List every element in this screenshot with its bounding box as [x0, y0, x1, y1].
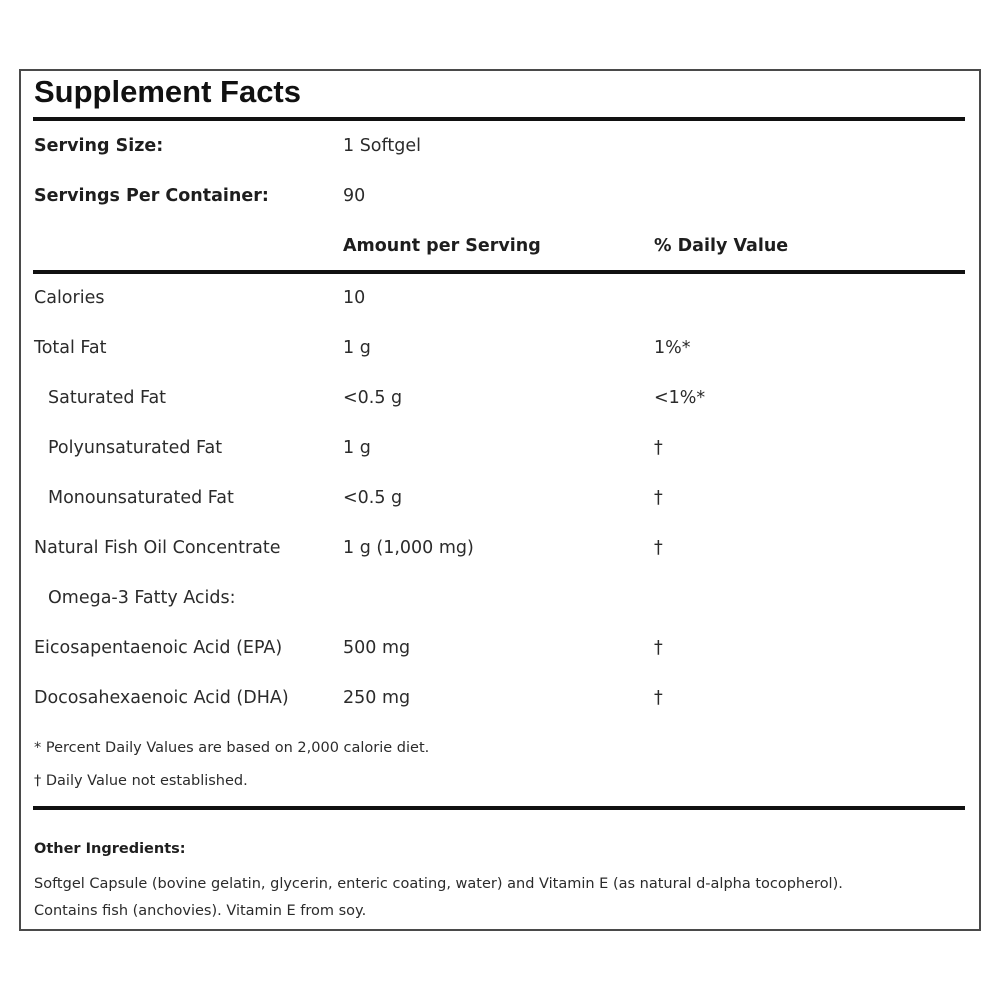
row-name: Monounsaturated Fat: [48, 488, 234, 508]
row-daily-value: <1%*: [654, 388, 706, 408]
row-daily-value: 1%*: [654, 338, 691, 358]
other-ingredients-line-1: Softgel Capsule (bovine gelatin, glycerin, enteric coating, water) and Vitamin E (as natural d-alpha tocopherol).: [34, 876, 843, 892]
panel-title: Supplement Facts: [34, 74, 301, 109]
row-name: Eicosapentaenoic Acid (EPA): [34, 638, 283, 658]
supplement-facts-panel: [19, 69, 981, 931]
row-daily-value: †: [654, 488, 663, 508]
row-daily-value: †: [654, 638, 663, 658]
row-amount: 250 mg: [343, 688, 411, 708]
serving-size-label: Serving Size:: [34, 136, 164, 156]
footnote-percent-daily-value: * Percent Daily Values are based on 2,000 calorie diet.: [34, 740, 430, 756]
divider-thick-bottom: [33, 806, 965, 810]
row-amount: 1 g: [343, 438, 371, 458]
servings-per-container-label: Servings Per Container:: [34, 186, 269, 206]
row-amount: 500 mg: [343, 638, 411, 658]
row-amount: <0.5 g: [343, 488, 403, 508]
other-ingredients-label: Other Ingredients:: [34, 841, 186, 857]
other-ingredients-line-2: Contains fish (anchovies). Vitamin E from soy.: [34, 903, 367, 919]
row-name: Saturated Fat: [48, 388, 167, 408]
row-amount: 10: [343, 288, 366, 308]
row-daily-value: †: [654, 438, 663, 458]
footnote-daily-value-not-established: † Daily Value not established.: [34, 773, 248, 789]
divider-thick-header: [33, 270, 965, 274]
row-name: Polyunsaturated Fat: [48, 438, 223, 458]
servings-per-container-value: 90: [343, 186, 366, 206]
row-name: Omega-3 Fatty Acids:: [48, 588, 236, 608]
divider-thick-top: [33, 117, 965, 121]
row-daily-value: †: [654, 688, 663, 708]
row-name: Natural Fish Oil Concentrate: [34, 538, 281, 558]
row-amount: <0.5 g: [343, 388, 403, 408]
row-amount: 1 g: [343, 338, 371, 358]
row-name: Docosahexaenoic Acid (DHA): [34, 688, 289, 708]
header-daily-value: % Daily Value: [654, 236, 789, 256]
row-name: Total Fat: [34, 338, 107, 358]
row-name: Calories: [34, 288, 105, 308]
header-amount-per-serving: Amount per Serving: [343, 236, 541, 256]
row-daily-value: †: [654, 538, 663, 558]
serving-size-value: 1 Softgel: [343, 136, 421, 156]
row-amount: 1 g (1,000 mg): [343, 538, 474, 558]
